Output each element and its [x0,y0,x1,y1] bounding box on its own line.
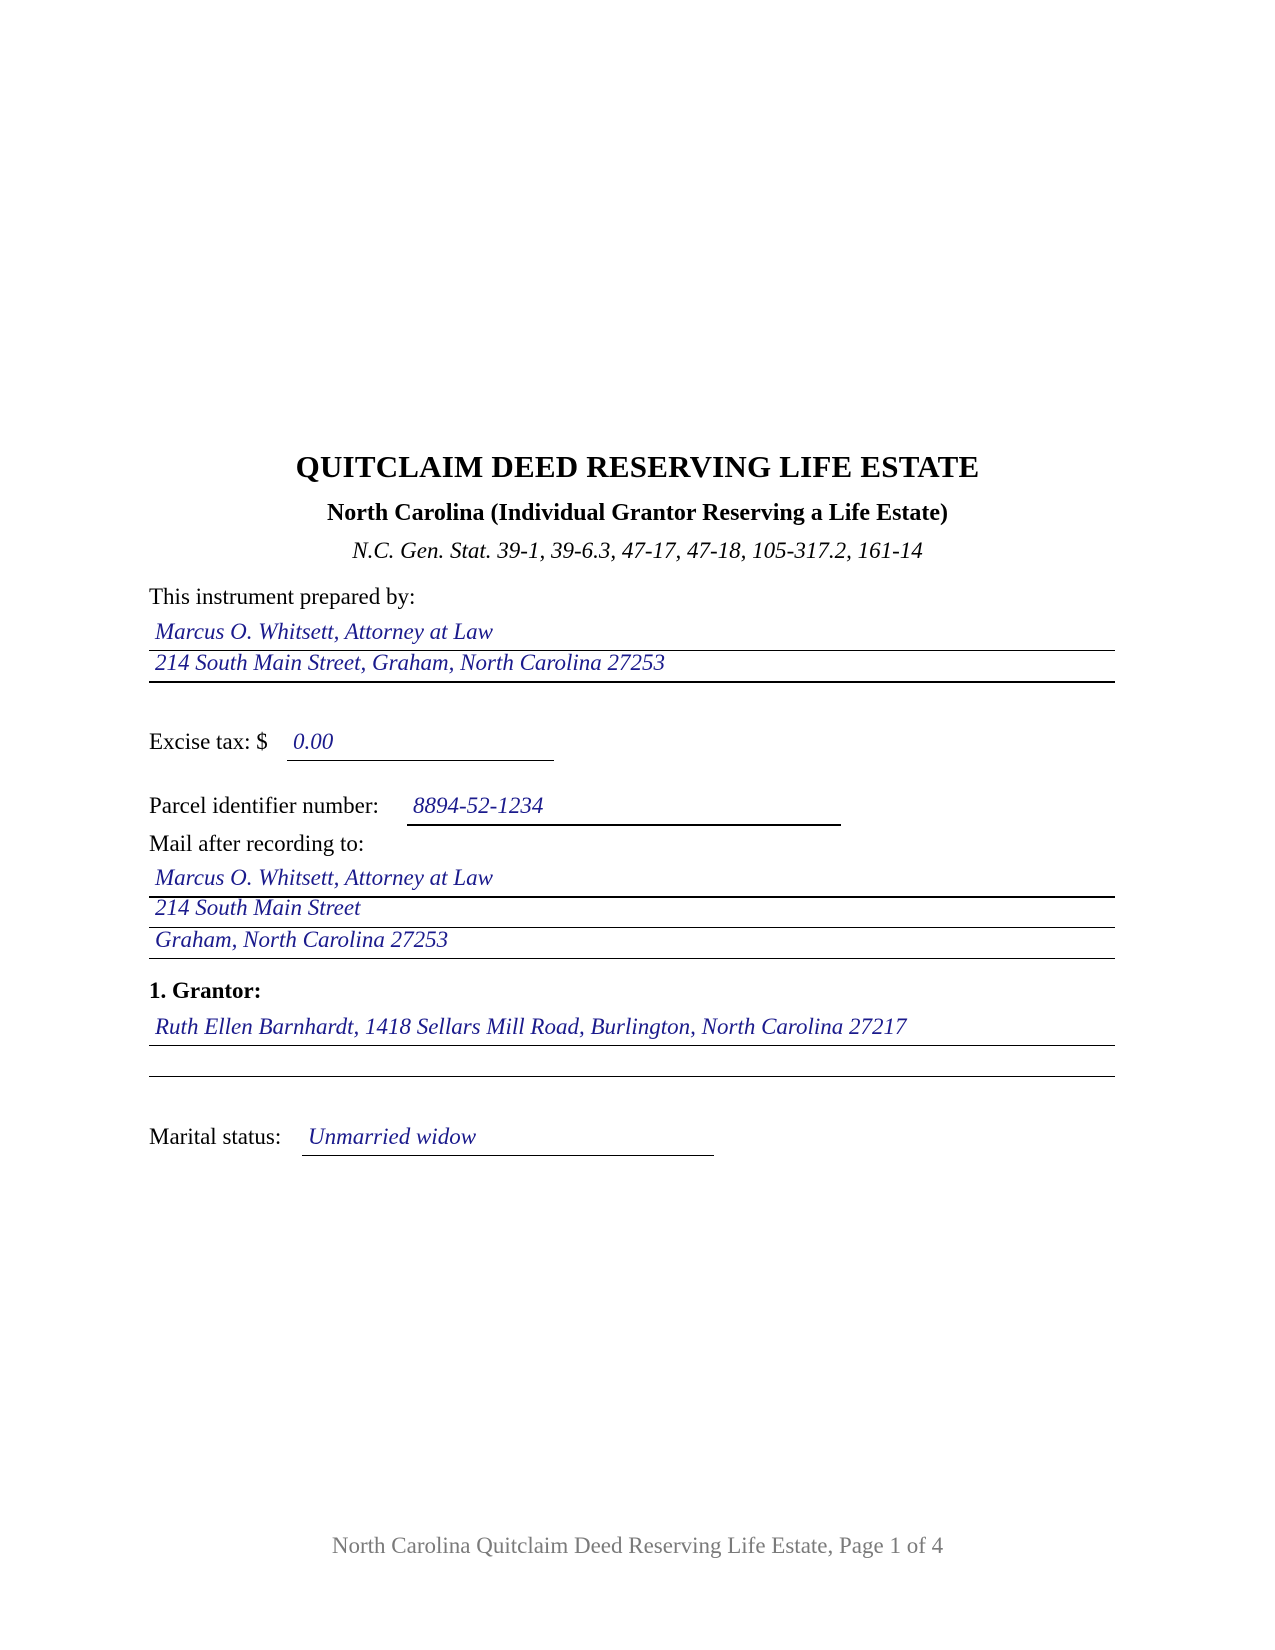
page-footer: North Carolina Quitclaim Deed Reserving Life Estate, Page 1 of 4 [331,1533,944,1558]
marital-status-field[interactable]: Unmarried widow [308,1124,477,1149]
statute-citations: N.C. Gen. Stat. 39-1, 39-6.3, 47-17, 47-18, 105-317.2, 161-14 [352,538,923,563]
parcel-id-field[interactable]: 8894-52-1234 [413,793,544,818]
prepared-by-address-field[interactable]: 214 South Main Street, Graham, North Carolina 27253 [155,650,666,675]
marital-status-rule [302,1155,714,1156]
mail-to-label: Mail after recording to: [149,831,365,856]
prepared-by-line2-rule [149,681,1115,683]
marital-status-label: Marital status: [149,1124,282,1149]
grantor-line1-rule [149,1045,1115,1046]
mail-to-line3-rule [149,958,1115,959]
mail-to-city-field[interactable]: Graham, North Carolina 27253 [155,927,449,952]
excise-tax-rule [287,760,554,761]
mail-to-name-field[interactable]: Marcus O. Whitsett, Attorney at Law [155,865,493,890]
prepared-by-label: This instrument prepared by: [149,584,416,609]
prepared-by-name-field[interactable]: Marcus O. Whitsett, Attorney at Law [155,619,493,644]
excise-tax-label: Excise tax: $ [149,729,268,754]
document-subtitle: North Carolina (Individual Grantor Reserving a Life Estate) [326,500,949,526]
parcel-id-rule [407,824,841,826]
mail-to-street-field[interactable]: 214 South Main Street [155,895,361,920]
grantor-name-address-field[interactable]: Ruth Ellen Barnhardt, 1418 Sellars Mill Road, Burlington, North Carolina 27217 [155,1014,907,1039]
excise-tax-field[interactable]: 0.00 [293,729,334,754]
grantor-line2-rule [149,1076,1115,1077]
parcel-id-label: Parcel identifier number: [149,793,379,818]
grantor-heading: 1. Grantor: [149,978,262,1003]
document-title: QUITCLAIM DEED RESERVING LIFE ESTATE [295,449,980,484]
